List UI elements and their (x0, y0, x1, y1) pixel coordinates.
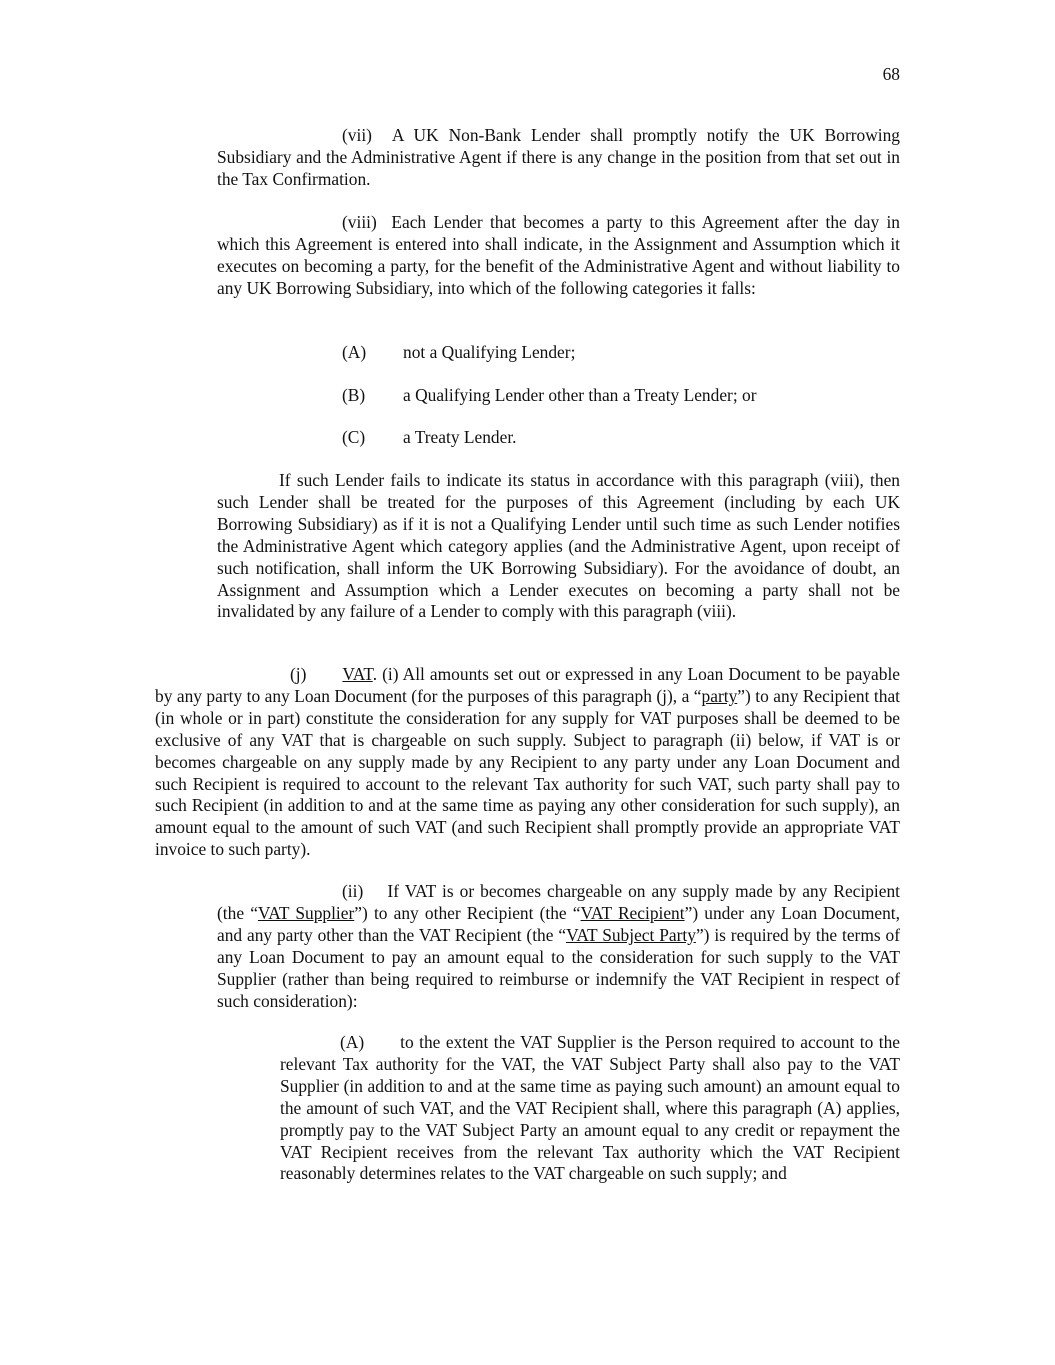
defined-term-party: party (701, 685, 738, 706)
category-text: not a Qualifying Lender; (403, 342, 576, 362)
paragraph-A-text: to the extent the VAT Supplier is the Person required to account to the relevant Tax authority for the VAT, the VAT Subject Party shall also pay to the VAT Supplier (in addition to and at the same time as paying such amount) an amount equal to the amount of such VAT, and the VAT Recipient shall, where this paragraph (A) applies, promptly pay to the VAT Subject Party an amount equal to any credit or repayment the VAT Recipient receives from the relevant Tax authority which the VAT Recipient reasonably determines relates to the VAT chargeable on such supply; and (280, 1032, 900, 1184)
paragraph-viii-label: (viii) (342, 212, 377, 232)
paragraph-ii-label: (ii) (342, 881, 364, 901)
paragraph-vii-text: A UK Non-Bank Lender shall promptly notify the UK Borrowing Subsidiary and the Administrative Agent if there is any change in the position from that set out in the Tax Confirmation. (217, 125, 901, 189)
paragraph-A-vat-supplier (280, 1032, 900, 1185)
category-label: (B) (342, 385, 366, 405)
defined-term-vat-supplier: VAT Supplier (257, 902, 355, 923)
paragraph-viii (217, 212, 900, 300)
paragraph-A-label: (A) (340, 1032, 365, 1052)
category-label: (A) (342, 342, 367, 362)
paragraph-j: (j) VAT. (i) All amounts set out or expressed in any Loan Document to be payable by any party to any Loan Document (for the purposes of this paragraph (j), a “party”) to any Recipient that (in whole or in part) constitute the consideration for any supply for VAT purposes shall be deemed to be exclusive of any VAT that is chargeable on such supply. Subject to paragraph (ii) below, if VAT is or becomes chargeable on any supply made by any Recipient to any party under any Loan Document and such Recipient is required to account to the relevant Tax authority for such VAT, such party shall pay to such Recipient (in addition to and at the same time as paying any other consideration for such supply), an amount equal to the amount of such VAT (and such Recipient shall promptly provide an appropriate VAT invoice to such party). (155, 664, 900, 860)
category-item (342, 427, 517, 449)
category-text: a Qualifying Lender other than a Treaty Lender; or (403, 385, 757, 405)
page-number: 68 (882, 64, 900, 84)
defined-term-vat-subject-party: VAT Subject Party (566, 924, 696, 945)
vat-heading: VAT (342, 664, 373, 684)
category-label: (C) (342, 427, 366, 447)
paragraph-j-label: (j) (290, 664, 307, 684)
category-text: a Treaty Lender. (403, 427, 517, 447)
defined-term-vat-recipient: VAT Recipient (580, 902, 685, 923)
paragraph-status: If such Lender fails to indicate its status in accordance with this paragraph (viii), then such Lender shall be treated for the purposes of this Agreement (including by each UK Borrowing Subsidiary) as if it is not a Qualifying Lender until such time as such Lender notifies the Administrative Agent which category applies (and the Administrative Agent, upon receipt of such notification, shall inform the UK Borrowing Subsidiary). For the avoidance of doubt, an Assignment and Assumption which a Lender executes on becoming a party shall not be invalidated by any failure of a Lender to comply with this paragraph (viii). (217, 470, 900, 622)
category-item (342, 385, 757, 407)
paragraph-vii (217, 125, 900, 191)
paragraph-vii-label: (vii) (342, 125, 372, 145)
paragraph-viii-text: Each Lender that becomes a party to this Agreement after the day in which this Agreement is entered into shall indicate, in the Assignment and Assumption which it executes on becoming a party, for the benefit of the Administrative Agent and without liability to any UK Borrowing Subsidiary, into which of the following categories it falls: (217, 212, 900, 298)
category-item (342, 342, 575, 364)
paragraph-j-text: (i) All amounts set out or expressed in any Loan Document to be payable by any party to any Loan Document (for the purposes of this paragraph (j), a “ (155, 664, 900, 706)
paragraph-ii: (ii) If VAT is or becomes chargeable on any supply made by any Recipient (the “VAT Supplier”) to any other Recipient (the “VAT Recipient”) under any Loan Document, and any party other than the VAT Recipient (the “VAT Subject Party”) is required by the terms of any Loan Document to pay an amount equal to the consideration for such supply to the VAT Supplier (rather than being required to reimburse or indemnify the VAT Recipient in respect of such consideration): (217, 881, 900, 1011)
